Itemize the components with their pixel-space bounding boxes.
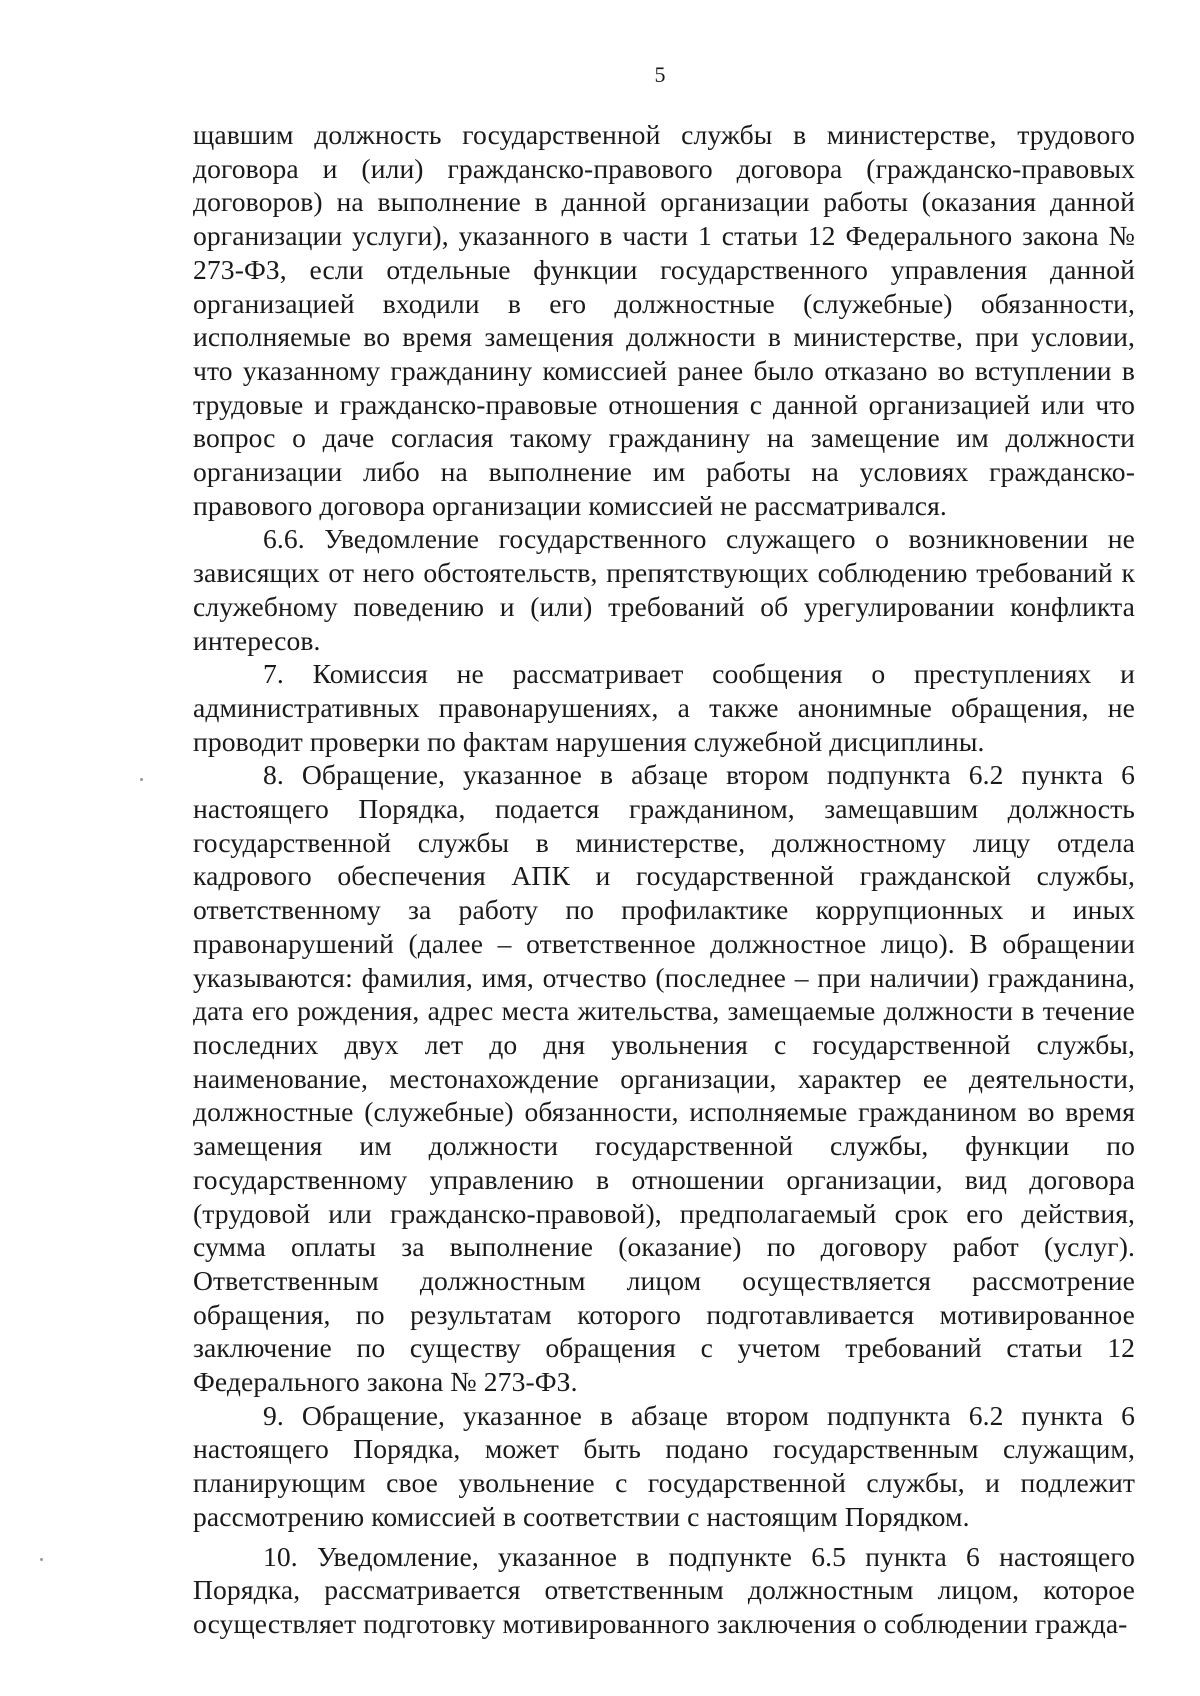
paragraph-8: 8. Обращение, указанное в абзаце втором подпункта 6.2 пункта 6 настоящего Порядка, подается гражданином, замещавшим должность государственной службы в министерстве, должностному лицу отдела кадрового обеспечения АПК и государственной гражданской службы, ответственному за работу по профилактике коррупционных и иных правонарушений (далее – ответственное должностное лицо). В обращении указываются: фамилия, имя, отчество (последнее – при наличии) гражданина, дата его рождения, адрес места жительства, замещаемые должности в течение последних двух лет до дня увольнения с государственной службы, наименование, местонахождение организации, характер ее деятельности, должностные (служебные) обязанности, исполняемые гражданином во время замещения им должности государственной службы, функции по государственному управлению в отношении организации, вид договора (трудовой или гражданско-правовой), предполагаемый срок его действия, сумма оплаты за выполнение (оказание) по договору работ (услуг). Ответственным должностным лицом осуществляется рассмотрение обращения, по результатам которого подготавливается мотивированное заключение по существу обращения с учетом требований статьи 12 Федерального закона № 273-ФЗ. [193, 759, 1135, 1398]
page-number: 5 [654, 62, 666, 87]
paragraph-continued: щавшим должность государственной службы в министерстве, трудового договора и (или) гражданско-правового договора (гражданско-правовых договоров) на выполнение в данной организации работы (оказания данной организации услуги), указанного в части 1 статьи 12 Федерального закона № 273-ФЗ, если отдельные функции государственного управления данной организацией входили в его должностные (служебные) обязанности, исполняемые во время замещения должности в министерстве, при условии, что указанному гражданину комиссией ранее было отказано во вступлении в трудовые и гражданско-правовые отношения с данной организацией или что вопрос о даче согласия такому гражданину на замещение им должности организации либо на выполнение им работы на условиях гражданско-правового договора организации комиссией не рассматривался. [193, 119, 1135, 521]
paragraph-9: 9. Обращение, указанное в абзаце втором подпункта 6.2 пункта 6 настоящего Порядка, может быть подано государственным служащим, планирующим свое увольнение с государственной службы, и подлежит рассмотрению комиссией в соответствии с настоящим Порядком. [193, 1399, 1135, 1532]
document-body [193, 118, 1135, 1641]
paragraph-6-6: 6.6. Уведомление государственного служащего о возникновении не зависящих от него обстоятельств, препятствующих соблюдению требований к служебному поведению и (или) требований об урегулировании конфликта интересов. [193, 523, 1135, 656]
scan-artifact-dot [140, 778, 143, 781]
paragraph-7: 7. Комиссия не рассматривает сообщения о преступлениях и административных правонарушениях, а также анонимные обращения, не проводит проверки по фактам нарушения служебной дисциплины. [193, 658, 1135, 757]
scan-artifact-dot [40, 1558, 43, 1561]
paragraph-10: 10. Уведомление, указанное в подпункте 6.5 пункта 6 настоящего Порядка, рассматривается ответственным должностным лицом, которое осуществляет подготовку мотивированного заключения о соблюдении гражда- [193, 1540, 1135, 1639]
